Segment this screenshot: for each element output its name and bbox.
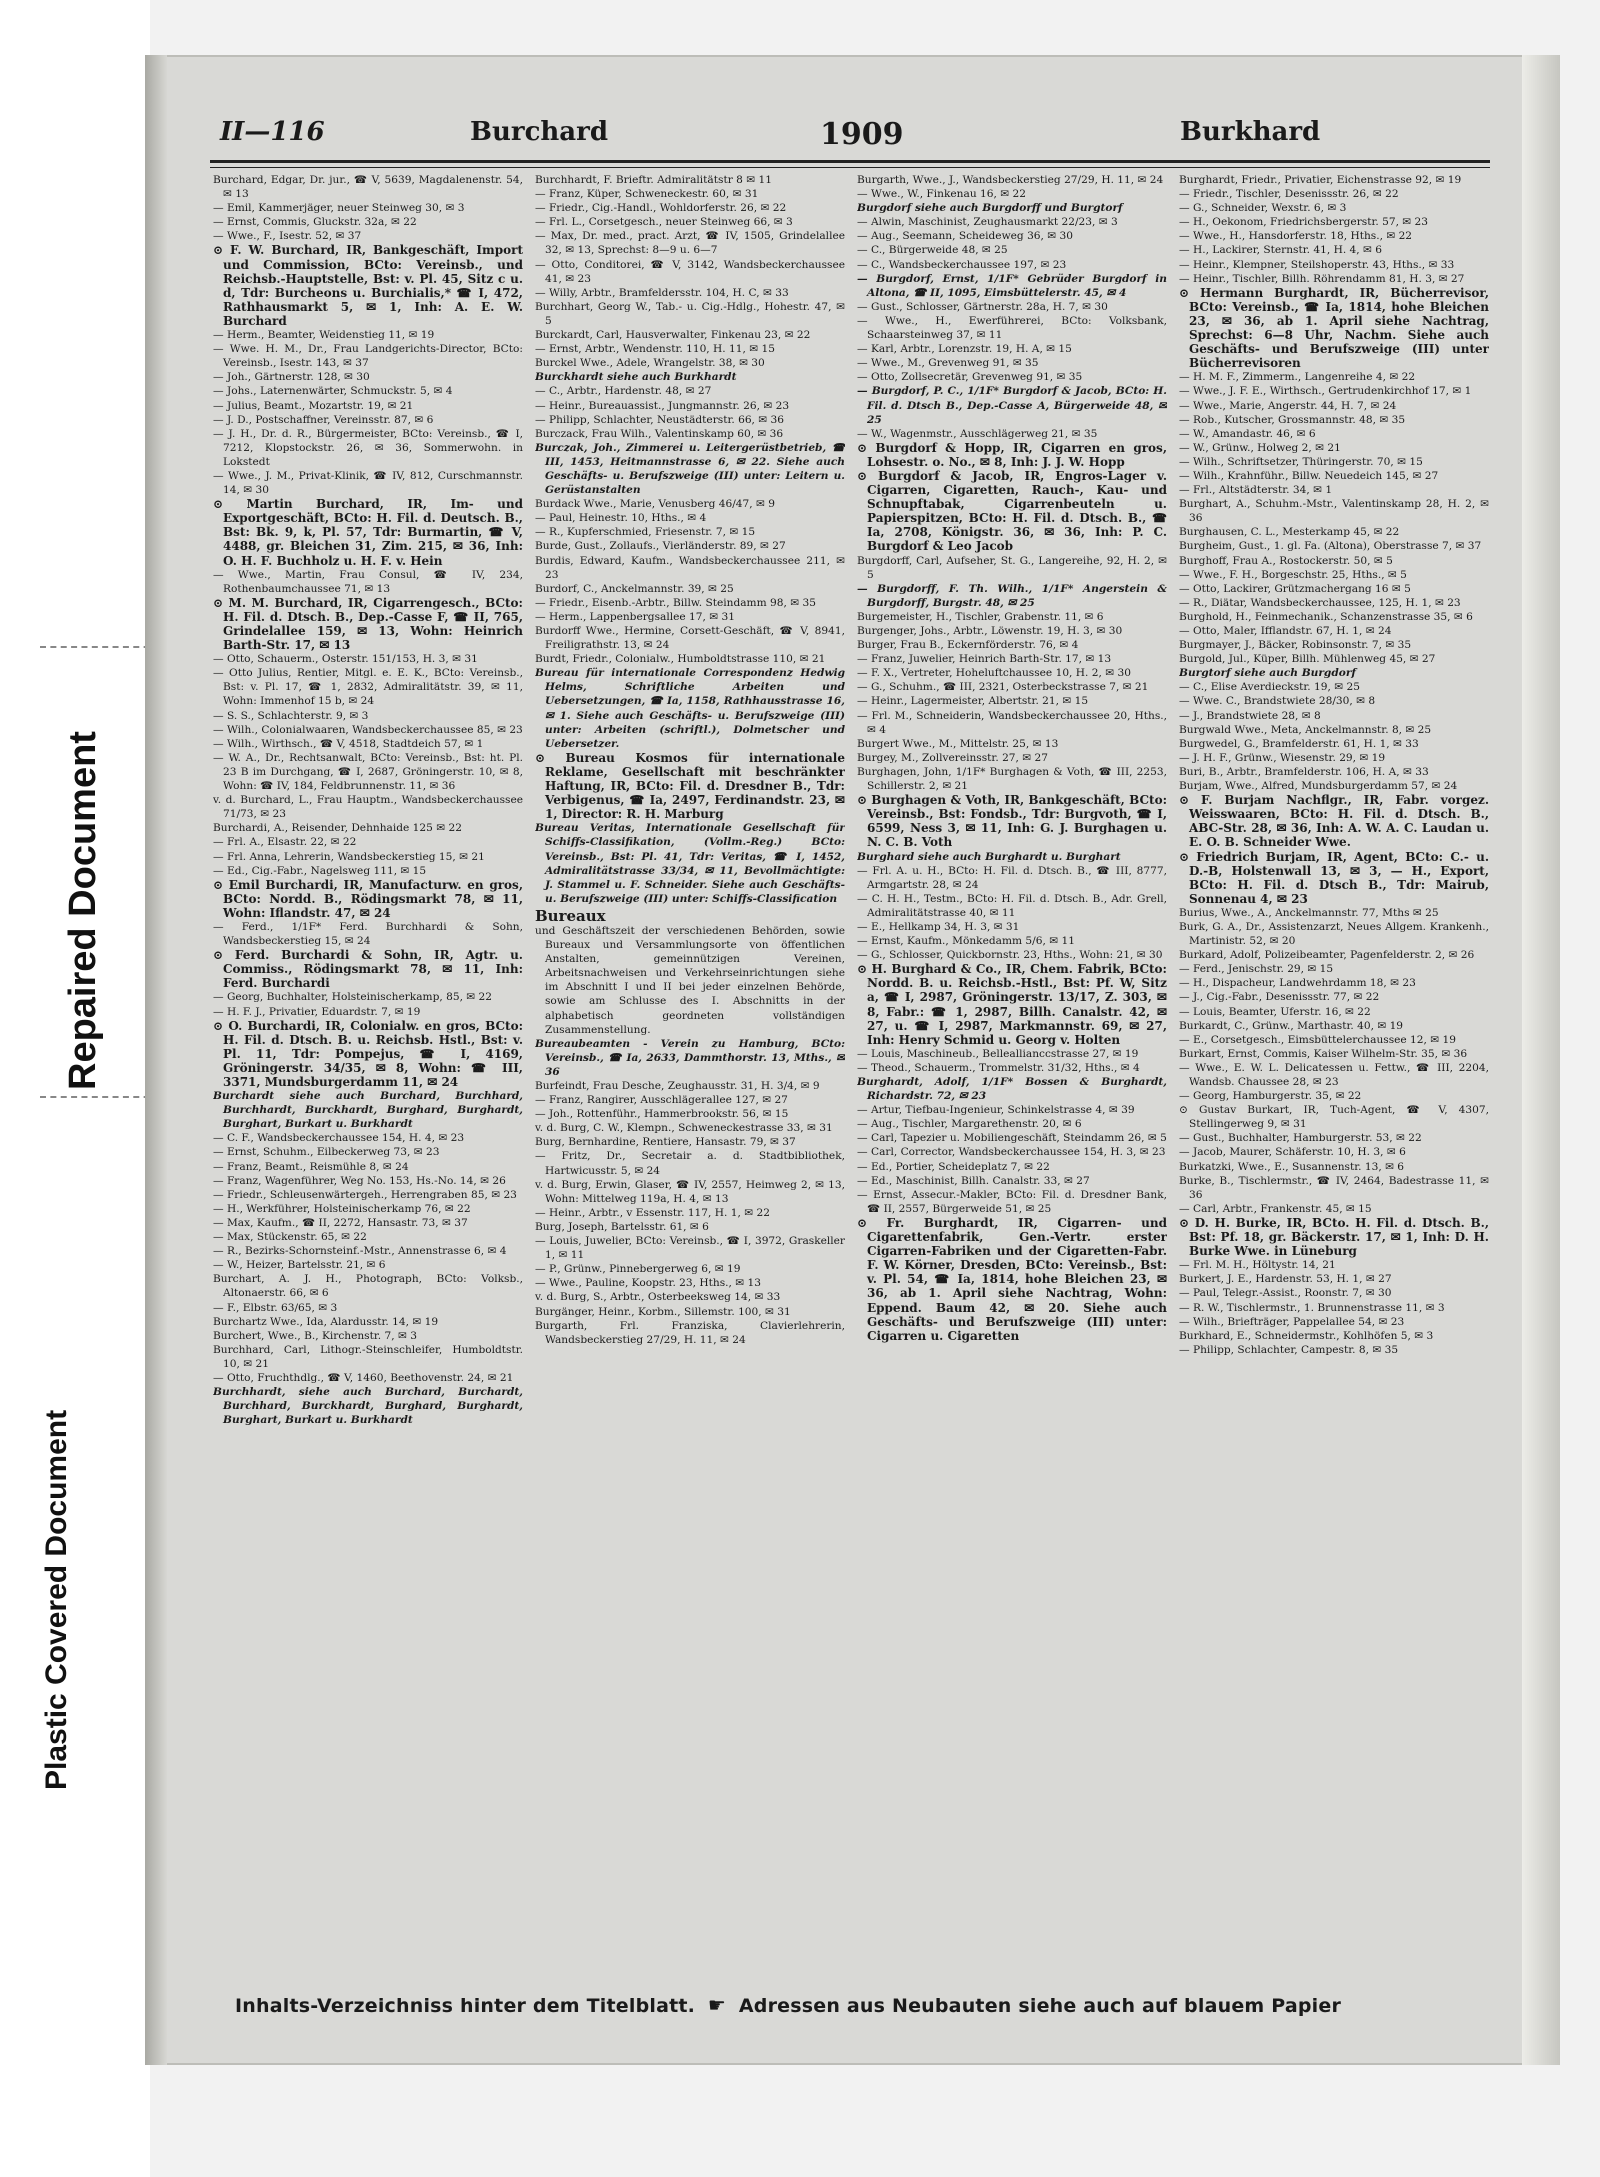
directory-entry: Burgmayer, J., Bäcker, Robinsonstr. 7, ✉ 35 bbox=[1179, 639, 1412, 652]
directory-entry: — G., Schlosser, Quickbornstr. 23, Hths., Wohn: 21, ✉ 30 bbox=[857, 949, 1163, 962]
directory-entry: ⊙ D. H. Burke, IR, BCto. H. Fil. d. Dtsch. B., Bst: Pf. 18, gr. Bäckerstr. 17, ✉ 1, Inh: D. H. Burke Wwe. in Lüneburg bbox=[1179, 1215, 1489, 1259]
directory-entry: Burgarth, Frl. Franziska, Clavierlehrerin, Wandsbeckerstieg 27/29, H. 11, ✉ 24 bbox=[535, 1319, 845, 1346]
directory-entry: — Louis, Juwelier, BCto: Vereinsb., ☎ I, 3972, Graskeller 1, ✉ 11 bbox=[535, 1235, 845, 1262]
directory-entry: — Johs., Laternenwärter, Schmuckstr. 5, ✉ 4 bbox=[213, 385, 453, 398]
directory-entry: — C., Arbtr., Hardenstr. 48, ✉ 27 bbox=[535, 385, 712, 398]
directory-entry: Burchardt siehe auch Burchard, Burchhard, Burchhardt, Burckhardt, Burghard, Burghardt, Burghart, Burkart u. Burkhardt bbox=[213, 1090, 523, 1131]
directory-entry: ⊙ Burgdorf & Jacob, IR, Engros-Lager v. Cigarren, Cigaretten, Rauch-, Kau- und Schnupftabak, Cigarrenbeuteln u. Papierspitzen, BCto: H. Fil. d. Dtsch. B., ☎ Ia, 2708, Königstr. 36, ✉ 36, Inh: P. C. Burgdorf & Leo Jacob bbox=[857, 468, 1167, 554]
directory-entry: — W., Heizer, Bartelsstr. 21, ✉ 6 bbox=[213, 1259, 386, 1272]
footer-index-note: Inhalts-Verzeichniss hinter dem Titelblatt. bbox=[235, 1995, 696, 2017]
directory-entry: ⊙ Bureau Kosmos für internationale Reklame, Gesellschaft mit beschränkter Haftung, IR, BCto: Fil. d. Dresdner B., Tdr: Verbigenus, ☎ Ia, 2497, Ferdinandstr. 23, ✉ 1, Director: R. H. Marburg bbox=[535, 750, 845, 822]
directory-entry: Burghagen, John, 1/1F* Burghagen & Voth, ☎ III, 2253, Schillerstr. 2, ✉ 21 bbox=[857, 765, 1167, 793]
directory-entry: Burjam, Wwe., Alfred, Mundsburgerdamm 57, ✉ 24 bbox=[1179, 780, 1458, 793]
directory-entry: — R., Diätar, Wandsbeckerchaussee, 125, H. 1, ✉ 23 bbox=[1179, 596, 1461, 609]
directory-entry: Burke, B., Tischlermstr., ☎ IV, 2464, Badestrasse 11, ✉ 36 bbox=[1179, 1174, 1489, 1201]
directory-entry: Burg, Joseph, Bartelsstr. 61, ✉ 6 bbox=[535, 1220, 709, 1233]
directory-entry: — Wwe. H. M., Dr., Frau Landgerichts-Director, BCto: Vereinsb., Isestr. 143, ✉ 37 bbox=[213, 343, 523, 370]
directory-entry: ⊙ Emil Burchardi, IR, Manufacturw. en gros, BCto: Nordd. B., Rödingsmarkt 78, ✉ 11, Wohn: Iflandstr. 47, ✉ 24 bbox=[213, 877, 523, 920]
directory-entry: — Wilh., Schriftsetzer, Thüringerstr. 70, ✉ 15 bbox=[1179, 455, 1423, 468]
directory-entry: — H., Dispacheur, Landwehrdamm 18, ✉ 23 bbox=[1179, 977, 1416, 990]
directory-entry: Burgwald Wwe., Meta, Anckelmannstr. 8, ✉ 25 bbox=[1179, 723, 1432, 736]
directory-entry: — Rob., Kutscher, Grossmannstr. 48, ✉ 35 bbox=[1179, 413, 1406, 426]
directory-entry: — Otto, Lackirer, Grützmachergang 16 ✉ 5 bbox=[1179, 582, 1411, 595]
directory-entry: — Carl, Tapezier u. Mobiliengeschäft, Steindamm 26, ✉ 5 bbox=[857, 1132, 1167, 1145]
directory-entry: — R., Kupferschmied, Friesenstr. 7, ✉ 15 bbox=[535, 526, 756, 539]
directory-entry: Burger, Frau B., Eckernförderstr. 76, ✉ 4 bbox=[857, 639, 1079, 652]
directory-entry: ⊙ Martin Burchard, IR, Im- und Exportgeschäft, BCto: H. Fil. d. Deutsch. B., Bst: Bk. 9, k, Pl. 57, Tdr: Burmartin, ☎ V, 4488, gr. Bleichen 31, Zim. 215, ✉ 36, Inh: O. H. F. Buchholz u. H. F. v. Hein bbox=[213, 497, 523, 568]
directory-entry: — Fritz, Dr., Secretair a. d. Stadtbibliothek, Hartwicusstr. 5, ✉ 24 bbox=[535, 1150, 845, 1177]
directory-entry: — Ernst, Commis, Gluckstr. 32a, ✉ 22 bbox=[213, 216, 417, 229]
directory-entry: — C. H. H., Testm., BCto: H. Fil. d. Dtsch. B., Adr. Grell, Admiralitätstrasse 40, ✉ 11 bbox=[857, 892, 1167, 919]
directory-entry: — W., Amandastr. 46, ✉ 6 bbox=[1179, 427, 1316, 440]
directory-entry: — Gust., Buchhalter, Hamburgerstr. 53, ✉ 22 bbox=[1179, 1132, 1422, 1145]
directory-entry: Burckhardt siehe auch Burkhardt bbox=[535, 371, 737, 384]
directory-entry: — J., Cig.-Fabr., Desenissstr. 77, ✉ 22 bbox=[1179, 991, 1380, 1004]
plastic-covered-label: Plastic Covered Document bbox=[40, 1409, 73, 1790]
directory-entry: Burczack, Frau Wilh., Valentinskamp 60, ✉ 36 bbox=[535, 427, 784, 440]
directory-entry: — Friedr., Tischler, Desenissstr. 26, ✉ 22 bbox=[1179, 188, 1399, 201]
directory-entry: — Wwe., Martin, Frau Consul, ☎ IV, 234, Rothenbaumchaussee 71, ✉ 13 bbox=[213, 568, 523, 595]
directory-entry: Burkert, J. E., Hardenstr. 53, H. 1, ✉ 27 bbox=[1179, 1273, 1392, 1286]
directory-entry: — Wwe., J. F. E., Wirthsch., Gertrudenkirchhof 17, ✉ 1 bbox=[1179, 385, 1472, 398]
directory-entry: — Wwe., Pauline, Koopstr. 23, Hths., ✉ 13 bbox=[535, 1277, 761, 1290]
directory-entry: — Theod., Schauerm., Trommelstr. 31/32, Hths., ✉ 4 bbox=[857, 1061, 1140, 1074]
directory-entry: — Ferd., Jenischstr. 29, ✉ 15 bbox=[1179, 963, 1334, 976]
directory-entry: Burchhardt, siehe auch Burchard, Burchardt, Burchhard, Burckhardt, Burghard, Burghardt, Burghart, Burkart u. Burkhardt bbox=[213, 1386, 523, 1427]
directory-entry: — Frl. M. H., Höltystr. 14, 21 bbox=[1179, 1259, 1336, 1272]
directory-entry: Burckel Wwe., Adele, Wrangelstr. 38, ✉ 30 bbox=[535, 357, 765, 370]
directory-entry: — Friedr., Schleusenwärtergeh., Herrengraben 85, ✉ 23 bbox=[213, 1188, 517, 1201]
directory-entry: Burczak, Joh., Zimmerei u. Leitergerüstbetrieb, ☎ III, 1453, Heitmannstrasse 6, ✉ 22. Siehe auch Geschäfts- u. Berufszweige (III) unter: Leitern u. Gerüstanstalten bbox=[535, 441, 845, 497]
directory-entry: — Heinr., Tischler, Billh. Röhrendamm 81, H. 3, ✉ 27 bbox=[1179, 272, 1465, 285]
directory-entry: Burchard, Edgar, Dr. jur., ☎ V, 5639, Magdalenenstr. 54, ✉ 13 bbox=[213, 174, 523, 201]
directory-entry: — R., Bezirks-Schornsteinf.-Mstr., Annenstrasse 6, ✉ 4 bbox=[213, 1245, 507, 1258]
cut-mark-bottom bbox=[40, 1096, 160, 1098]
directory-entry: — Ed., Cig.-Fabr., Nagelsweg 111, ✉ 15 bbox=[213, 864, 427, 877]
directory-entry: — Louis, Beamter, Uferstr. 16, ✉ 22 bbox=[1179, 1005, 1371, 1018]
directory-entry: — Burgdorf, P. C., 1/1F* Burgdorf & Jacob, BCto: H. Fil. d. Dtsch B., Dep.-Casse A, Bürgerweide 48, ✉ 25 bbox=[857, 385, 1167, 426]
directory-entry: — Wilh., Colonialwaaren, Wandsbeckerchaussee 85, ✉ 23 bbox=[213, 723, 523, 736]
directory-entry: Burkardt, C., Grünw., Marthastr. 40, ✉ 19 bbox=[1179, 1019, 1404, 1032]
directory-entry: Burgdorf siehe auch Burgdorff und Burgtorf bbox=[857, 202, 1123, 215]
directory-entry: — Aug., Seemann, Scheideweg 36, ✉ 30 bbox=[857, 230, 1074, 243]
directory-entry: Burchhart, Georg W., Tab.- u. Cig.-Hdlg., Hohestr. 47, ✉ 5 bbox=[535, 300, 845, 327]
directory-entry: Burkard, Adolf, Polizeibeamter, Pagenfelderstr. 2, ✉ 26 bbox=[1179, 949, 1475, 962]
directory-entry: — Max, Stückenstr. 65, ✉ 22 bbox=[213, 1231, 367, 1244]
directory-entry: — Wwe., H., Hansdorferstr. 18, Hths., ✉ 22 bbox=[1179, 230, 1413, 243]
directory-entry: — Georg, Hamburgerstr. 35, ✉ 22 bbox=[1179, 1090, 1362, 1103]
directory-entry: — Franz, Beamt., Reismühle 8, ✉ 24 bbox=[213, 1160, 409, 1173]
directory-entry: — S. S., Schlachterstr. 9, ✉ 3 bbox=[213, 709, 369, 722]
directory-entry: ⊙ Ferd. Burchardi & Sohn, IR, Agtr. u. Commiss., Rödingsmarkt 78, ✉ 11, Inh: Ferd. Burchardi bbox=[213, 948, 523, 991]
directory-entry: — Frl. A. u. H., BCto: H. Fil. d. Dtsch. B., ☎ III, 8777, Armgartstr. 28, ✉ 24 bbox=[857, 864, 1167, 891]
directory-entry: Burius, Wwe., A., Anckelmannstr. 77, Mths ✉ 25 bbox=[1179, 906, 1439, 919]
directory-entry: — Joh., Rottenführ., Hammerbrookstr. 56, ✉ 15 bbox=[535, 1108, 789, 1121]
directory-entry: — Friedr., Cig.-Handl., Wohldorferstr. 26, ✉ 22 bbox=[535, 202, 787, 215]
directory-entry: — C., Elise Averdieckstr. 19, ✉ 25 bbox=[1179, 681, 1360, 694]
directory-entry: — Gust., Schlosser, Gärtnerstr. 28a, H. 7, ✉ 30 bbox=[857, 300, 1108, 313]
directory-entry: v. d. Burchard, L., Frau Hauptm., Wandsbeckerchaussee 71/73, ✉ 23 bbox=[213, 794, 523, 821]
directory-entry: Burkart, Ernst, Commis, Kaiser Wilhelm-Str. 35, ✉ 36 bbox=[1179, 1047, 1468, 1060]
directory-entry: und Geschäftszeit der verschiedenen Behörden, sowie Bureaux und Versammlungsorte von öffentlichen Anstalten, gemeinnützigen Vereinen, Arbeitsnachweisen und Verkehrseinrichtungen siehe im Abschnitt I und II bei jeder einzelnen Behörde, sowie am Schlusse des I. Abschnitts in der alphabetisch geordneten vollständigen Zusammenstellung. bbox=[535, 924, 845, 1036]
directory-entry: — W., Wagenmstr., Ausschlägerweg 21, ✉ 35 bbox=[857, 427, 1098, 440]
directory-entry: Bureau für internationale Correspondenz Hedwig Helms, Schriftliche Arbeiten und Uebersetzungen, ☎ Ia, 1158, Rathhausstrasse 16, ✉ 1. Siehe auch Geschäfts- u. Berufszweige (III) unter: Arbeiten (schriftl.), Dolmetscher und Uebersetzer. bbox=[535, 667, 845, 750]
directory-entry: — Wilh., Briefträger, Pappelallee 54, ✉ 23 bbox=[1179, 1315, 1405, 1328]
header-rule bbox=[210, 160, 1490, 168]
directory-entry: v. d. Burg, S., Arbtr., Osterbeeksweg 14, ✉ 33 bbox=[535, 1291, 781, 1304]
directory-entry: Burfeindt, Frau Desche, Zeughausstr. 31, H. 3/4, ✉ 9 bbox=[535, 1080, 820, 1092]
directory-entry: — P., Grünw., Pinnebergerweg 6, ✉ 19 bbox=[535, 1263, 741, 1276]
directory-entry: — Wwe., F., Isestr. 52, ✉ 37 bbox=[213, 230, 362, 243]
directory-entry: — Max, Dr. med., pract. Arzt, ☎ IV, 1505, Grindelallee 32, ✉ 13, Sprechst: 8—9 u. 6—7 bbox=[535, 230, 845, 257]
directory-entry: — Herm., Lappenbergsallee 17, ✉ 31 bbox=[535, 610, 735, 623]
directory-entry: Burkatzki, Wwe., E., Susannenstr. 13, ✉ 6 bbox=[1179, 1160, 1405, 1173]
header-year: 1909 bbox=[820, 117, 904, 152]
directory-entry: Burdis, Edward, Kaufm., Wandsbeckerchaussee 211, ✉ 23 bbox=[535, 554, 845, 581]
directory-entry: Burghardt, Friedr., Privatier, Eichenstrasse 92, ✉ 19 bbox=[1179, 174, 1462, 186]
directory-entry: — Paul, Heinestr. 10, Hths., ✉ 4 bbox=[535, 512, 707, 525]
directory-entry: Bureaubeamten - Verein zu Hamburg, BCto: Vereinsb., ☎ Ia, 2633, Dammthorstr. 13, Mths., ✉ 36 bbox=[535, 1037, 845, 1078]
directory-entry: ⊙ Burghagen & Voth, IR, Bankgeschäft, BCto: Vereinsb., Bst: Fondsb., Tdr: Burgvoth, ☎ I, 6599, Ness 3, ✉ 11, Inh: G. J. Burghagen u. N. C. B. Voth bbox=[857, 793, 1167, 850]
directory-entry: — Franz, Juwelier, Heinrich Barth-Str. 17, ✉ 13 bbox=[857, 653, 1112, 666]
directory-entry: Burghardt, Adolf, 1/1F* Bossen & Burghardt, Richardstr. 72, ✉ 23 bbox=[857, 1076, 1167, 1103]
directory-entry: — Heinr., Klempner, Steilshoperstr. 43, Hths., ✉ 33 bbox=[1179, 258, 1455, 271]
directory-entry: — Wwe. C., Brandstwiete 28/30, ✉ 8 bbox=[1179, 695, 1376, 708]
directory-entry: — Wwe., Marie, Angerstr. 44, H. 7, ✉ 24 bbox=[1179, 399, 1397, 412]
directory-entry: — Frl. A., Elsastr. 22, ✉ 22 bbox=[213, 836, 357, 849]
directory-entry: Burghausen, C. L., Mesterkamp 45, ✉ 22 bbox=[1179, 526, 1400, 539]
page-footer bbox=[235, 1993, 1470, 2017]
directory-entry: — Frl., Altstädterstr. 34, ✉ 1 bbox=[1179, 484, 1333, 497]
directory-entry: — J. H., Dr. d. R., Bürgermeister, BCto: Vereinsb., ☎ I, 7212, Klopstockstr. 26, ✉ 36, Sommerwohn. in Lokstedt bbox=[213, 427, 523, 468]
directory-entry: Burgdorff, Carl, Aufseher, St. G., Langereihe, 92, H. 2, ✉ 5 bbox=[857, 554, 1167, 581]
directory-entry: ⊙ Fr. Burghardt, IR, Cigarren- und Cigarettenfabrik, Gen.-Vertr. erster Cigarren-Fabriken und der Cigaretten-Fabr. F. W. Körner, Dresden, BCto: Vereinsb., Bst: v. Pl. 54, ☎ Ia, 1814, hohe Bleichen 23, ✉ 36, ab 1. April siehe Nachtrag, Wohn: Eppend. Baum 42, ✉ 20. Siehe auch Geschäfts- und Berufszweige (III) unter: Cigarren u. Cigaretten bbox=[857, 1215, 1167, 1343]
directory-entry: — Carl, Arbtr., Frankenstr. 45, ✉ 15 bbox=[1179, 1202, 1372, 1215]
directory-entry: — Philipp, Schlachter, Neustädterstr. 66, ✉ 36 bbox=[535, 413, 785, 426]
directory-entry: — H. M. F., Zimmerm., Langenreihe 4, ✉ 22 bbox=[1179, 371, 1416, 384]
directory-entry: — Ernst, Kaufm., Mönkedamm 5/6, ✉ 11 bbox=[857, 935, 1075, 948]
directory-entry: ⊙ Hermann Burghardt, IR, Bücherrevisor, BCto: Vereinsb., ☎ Ia, 1814, hohe Bleichen 23, ✉ 36, ab 1. April siehe Nachtrag, Sprechst: 6—8 Uhr, Nachm. Siehe auch Geschäfts- und Berufszweige (III) unter Bücherrevisoren bbox=[1179, 285, 1489, 371]
page-header bbox=[220, 117, 1485, 157]
directory-entry: ⊙ Burgdorf & Hopp, IR, Cigarren en gros, Lohsestr. o. No., ✉ 8, Inh: J. J. W. Hopp bbox=[857, 440, 1167, 469]
directory-entry: Buri, B., Arbtr., Bramfelderstr. 106, H. A, ✉ 33 bbox=[1179, 765, 1429, 778]
directory-entry: — Carl, Corrector, Wandsbeckerchaussee 154, H. 3, ✉ 23 bbox=[857, 1146, 1166, 1159]
directory-entry: Burchhardt, F. Brieftr. Admiralitätstr 8 ✉ 11 bbox=[535, 174, 772, 186]
directory-entry: Burgarth, Wwe., J., Wandsbeckerstieg 27/29, H. 11, ✉ 24 bbox=[857, 174, 1164, 186]
directory-entry: Burghard siehe auch Burghardt u. Burghart bbox=[857, 850, 1121, 863]
directory-entry: Burdorf, C., Anckelmannstr. 39, ✉ 25 bbox=[535, 582, 734, 595]
directory-entry: — Max, Kaufm., ☎ II, 2272, Hansastr. 73, ✉ 37 bbox=[213, 1216, 468, 1229]
directory-entry: — H., Oekonom, Friedrichsbergerstr. 57, ✉ 23 bbox=[1179, 216, 1429, 229]
directory-entry: Burchhard, Carl, Lithogr.-Steinschleifer, Humboldtstr. 10, ✉ 21 bbox=[213, 1343, 523, 1370]
directory-entry: Burchart, A. J. H., Photograph, BCto: Volksb., Altonaerstr. 66, ✉ 6 bbox=[213, 1273, 523, 1300]
directory-entry: Burdt, Friedr., Colonialw., Humboldtstrasse 110, ✉ 21 bbox=[535, 653, 826, 666]
directory-entry: Burghold, H., Feinmechanik., Schanzenstrasse 35, ✉ 6 bbox=[1179, 610, 1473, 623]
directory-entry: — C. F., Wandsbeckerchaussee 154, H. 4, ✉ 23 bbox=[213, 1132, 465, 1145]
directory-entry: — Burgdorff, F. Th. Wilh., 1/1F* Angerstein & Burgdorff, Burgstr. 48, ✉ 25 bbox=[857, 582, 1167, 609]
side-gutter bbox=[0, 0, 150, 2177]
directory-entry: — E., Corsetgesch., Eimsbüttelerchaussee 12, ✉ 19 bbox=[1179, 1033, 1456, 1046]
directory-entry: — H. F. J., Privatier, Eduardstr. 7, ✉ 19 bbox=[213, 1005, 421, 1018]
repaired-document-label: Repaired Document bbox=[62, 731, 104, 1090]
directory-entry: Burk, G. A., Dr., Assistenzarzt, Neues Allgem. Krankenh., Martinistr. 52, ✉ 20 bbox=[1179, 920, 1489, 948]
directory-entry: Burchardi, A., Reisender, Dehnhaide 125 ✉ 22 bbox=[213, 822, 462, 835]
directory-entry: — Ernst, Assecur.-Makler, BCto: Fil. d. Dresdner Bank, ☎ II, 2557, Bürgerweide 51, ✉ 25 bbox=[857, 1188, 1167, 1215]
directory-entry: — Joh., Gärtnerstr. 128, ✉ 30 bbox=[213, 371, 370, 384]
directory-entry: — Franz, Rangirer, Ausschlägerallee 127, ✉ 27 bbox=[535, 1094, 788, 1107]
directory-entry: Burchert, Wwe., B., Kirchenstr. 7, ✉ 3 bbox=[213, 1329, 417, 1342]
directory-entry: — Georg, Buchhalter, Holsteinischerkamp, 85, ✉ 22 bbox=[213, 991, 493, 1004]
directory-entry: — W. A., Dr., Rechtsanwalt, BCto: Vereinsb., Bst: ht. Pl. 23 B im Durchgang, ☎ I, 2687, Gröningerstr. 10, ✉ 8, Wohn: ☎ IV, 184, Feldbrunnenstr. 11, ✉ 36 bbox=[213, 751, 523, 793]
directory-entry: — Julius, Beamt., Mozartstr. 19, ✉ 21 bbox=[213, 399, 414, 412]
directory-entry: — Ferd., 1/1F* Ferd. Burchhardi & Sohn, Wandsbeckerstieg 15, ✉ 24 bbox=[213, 920, 523, 948]
directory-entry: ⊙ M. M. Burchard, IR, Cigarrengesch., BCto: H. Fil. d. Dtsch. B., Dep.-Casse F, ☎ II, 765, Grindelallee 159, ✉ 13, Wohn: Heinrich Barth-Str. 17, ✉ 13 bbox=[213, 595, 523, 653]
directory-entry: ⊙ Friedrich Burjam, IR, Agent, BCto: C.- u. D.-B, Holstenwall 13, ✉ 3, — H., Export, BCto: H. Fil. d. Dtsch B., Tdr: Mairub, Sonnenau 4, ✉ 23 bbox=[1179, 849, 1489, 906]
directory-entry: — Otto, Fruchthdlg., ☎ V, 1460, Beethovenstr. 24, ✉ 21 bbox=[213, 1371, 514, 1384]
directory-entry: ⊙ H. Burghard & Co., IR, Chem. Fabrik, BCto: Nordd. B. u. Reichsb.-Hstl., Bst: Pf. W, Sitz a, ☎ I, 2987, Gröningerstr. 13/17, Z. 303, ✉ 8, Fabr.: ☎ 1, 2987, Billh. Canalstr. 42, ✉ 27, u. ☎ I, 2987, Markmannstr. 69, ✉ 27, Inh: Henry Schmid u. Georg v. Holten bbox=[857, 962, 1167, 1047]
directory-entry: — F., Elbstr. 63/65, ✉ 3 bbox=[213, 1301, 338, 1314]
directory-entry: — Jacob, Maurer, Schäferstr. 10, H. 3, ✉ 6 bbox=[1179, 1146, 1406, 1159]
directory-entry: Burde, Gust., Zollaufs., Vierländerstr. 89, ✉ 27 bbox=[535, 540, 786, 553]
directory-entry: Bureaux bbox=[535, 906, 606, 925]
cut-mark-top bbox=[40, 646, 160, 648]
directory-entry: Burgheim, Gust., 1. gl. Fa. (Altona), Oberstrasse 7, ✉ 37 bbox=[1179, 540, 1482, 553]
directory-entry: — Franz, Küper, Schweneckestr. 60, ✉ 31 bbox=[535, 188, 759, 201]
directory-entry: v. d. Burg, Erwin, Glaser, ☎ IV, 2557, Heimweg 2, ✉ 13, Wohn: Mittelweg 119a, H. 4, ✉ 13 bbox=[535, 1178, 845, 1205]
directory-entry: — Otto, Conditorei, ☎ V, 3142, Wandsbeckerchaussee 41, ✉ 23 bbox=[535, 258, 845, 285]
directory-entry: — Burgdorf, Ernst, 1/1F* Gebrüder Burgdorf in Altona, ☎ II, 1095, Eimsbüttelerstr. 45, ✉ 4 bbox=[857, 272, 1167, 299]
directory-entry: — Otto, Schauerm., Osterstr. 151/153, H. 3, ✉ 31 bbox=[213, 653, 478, 666]
directory-entry: — Wwe., W., Finkenau 16, ✉ 22 bbox=[857, 188, 1026, 201]
directory-entry: Bureau Veritas, Internationale Gesellschaft für Schiffs-Classifikation, (Vollm.-Reg.) BCto: Vereinsb., Bst: Pl. 41, Tdr: Veritas, ☎ I, 1452, Admiralitätstrasse 33/34, ✉ 11, Bevollmächtigte: J. Stammel u. F. Schneider. Siehe auch Geschäfts- u. Berufszweige (III) unter: Schiffs-Classification bbox=[535, 822, 845, 905]
directory-entry: — Aug., Tischler, Margarethenstr. 20, ✉ 6 bbox=[857, 1118, 1082, 1131]
directory-entry: — Wilh., Wirthsch., ☎ V, 4518, Stadtdeich 57, ✉ 1 bbox=[213, 737, 484, 750]
directory-entry: — C., Bürgerweide 48, ✉ 25 bbox=[857, 244, 1008, 257]
directory-entry: Burgtorf siehe auch Burgdorf bbox=[1179, 667, 1356, 680]
directory-entry: ⊙ F. Burjam Nachflgr., IR, Fabr. vorgez. Weisswaaren, BCto: H. Fil. d. Dtsch. B., ABC-Str. 28, ✉ 36, Inh: A. W. A. C. Laudan u. E. O. B. Schneider Wwe. bbox=[1179, 793, 1489, 850]
directory-entry: — Wwe., F. H., Borgeschstr. 25, Hths., ✉ 5 bbox=[1179, 568, 1407, 581]
page-edge-right bbox=[1522, 55, 1560, 2065]
directory-entry: — Karl, Arbtr., Lorenzstr. 19, H. A, ✉ 15 bbox=[857, 343, 1072, 356]
directory-entry: — Ernst, Schuhm., Eilbeckerweg 73, ✉ 23 bbox=[213, 1146, 440, 1159]
directory-entry: — Philipp, Schlachter, Campestr. 8, ✉ 35 bbox=[1179, 1343, 1399, 1356]
directory-column-3 bbox=[857, 173, 1167, 1983]
directory-entry: Burgold, Jul., Küper, Billh. Mühlenweg 45, ✉ 27 bbox=[1179, 653, 1436, 666]
directory-entry: — H., Lackirer, Sternstr. 41, H. 4, ✉ 6 bbox=[1179, 244, 1383, 257]
directory-column-1 bbox=[213, 173, 523, 1983]
scanned-page bbox=[145, 55, 1560, 2065]
directory-entry: — Otto Julius, Rentier, Mitgl. e. E. K., BCto: Vereinsb., Bst: v. Pl. 17, ☎ 1, 2832, Admiralitätstr. 39, ✉ 11, Wohn: Immenhof 15 b, ✉ 24 bbox=[213, 667, 523, 708]
directory-entry: — Ernst, Arbtr., Wendenstr. 110, H. 11, ✉ 15 bbox=[535, 343, 775, 356]
directory-entry: Burchartz Wwe., Ida, Alardusstr. 14, ✉ 19 bbox=[213, 1315, 439, 1328]
directory-entry: — Willy, Arbtr., Bramfeldersstr. 104, H. C, ✉ 33 bbox=[535, 286, 789, 299]
directory-entry: Burghoff, Frau A., Rostockerstr. 50, ✉ 5 bbox=[1179, 554, 1393, 567]
directory-entry: — Wwe., J. M., Privat-Klinik, ☎ IV, 812, Curschmannstr. 14, ✉ 30 bbox=[213, 469, 523, 497]
directory-entry: — J. D., Postschaffner, Vereinsstr. 87, ✉ 6 bbox=[213, 413, 434, 426]
directory-entry: — Heinr., Lagermeister, Albertstr. 21, ✉ 15 bbox=[857, 695, 1089, 708]
directory-entry: ⊙ O. Burchardi, IR, Colonialw. en gros, BCto: H. Fil. d. Dtsch. B. u. Reichsb. Hstl., Bst: v. Pl. 11, Tdr: Pompejus, ☎ I, 4169, Gröningerstr. 34/35, ✉ 8, Wohn: ☎ III, 3371, Mundsburgerdamm 11, ✉ 24 bbox=[213, 1018, 523, 1089]
directory-entry: — W., Grünw., Holweg 2, ✉ 21 bbox=[1179, 441, 1341, 454]
directory-entry: v. d. Burg, C. W., Klempn., Schweneckestrasse 33, ✉ 31 bbox=[535, 1122, 833, 1135]
directory-entry: — Artur, Tiefbau-Ingenieur, Schinkelstrasse 4, ✉ 39 bbox=[857, 1104, 1135, 1117]
directory-entry: — Heinr., Arbtr., v Essenstr. 117, H. 1, ✉ 22 bbox=[535, 1206, 770, 1219]
directory-entry: — E., Hellkamp 34, H. 3, ✉ 31 bbox=[857, 920, 1020, 933]
directory-entry: — Wilh., Krahnführ., Billw. Neuedeich 145, ✉ 27 bbox=[1179, 469, 1439, 482]
footer-new-buildings-note: Adressen aus Neubauten siehe auch auf blauem Papier bbox=[738, 1995, 1342, 2017]
directory-entry: — Herm., Beamter, Weidenstieg 11, ✉ 19 bbox=[213, 329, 435, 342]
directory-entry: Burg, Bernhardine, Rentiere, Hansastr. 79, ✉ 37 bbox=[535, 1136, 796, 1149]
page-number: II—116 bbox=[220, 117, 325, 147]
directory-entry: — Frl. Anna, Lehrerin, Wandsbeckerstieg 15, ✉ 21 bbox=[213, 850, 485, 863]
directory-entry: — Alwin, Maschinist, Zeughausmarkt 22/23, ✉ 3 bbox=[857, 216, 1118, 229]
directory-entry: — G., Schuhm., ☎ III, 2321, Osterbeckstrasse 7, ✉ 21 bbox=[857, 681, 1149, 694]
directory-entry: Burckardt, Carl, Hausverwalter, Finkenau 23, ✉ 22 bbox=[535, 329, 811, 342]
directory-entry: — Louis, Maschineub., Belleallianccstrasse 27, ✉ 19 bbox=[857, 1047, 1139, 1060]
directory-entry: — Wwe., H., Ewerführerei, BCto: Volksbank, Schaarsteinweg 37, ✉ 11 bbox=[857, 314, 1167, 342]
directory-entry: Burgenger, Johs., Arbtr., Löwenstr. 19, H. 3, ✉ 30 bbox=[857, 625, 1123, 637]
directory-entry: — Wwe., E. W. L. Delicatessen u. Fettw., ☎ III, 2204, Wandsb. Chaussee 28, ✉ 23 bbox=[1179, 1061, 1489, 1088]
directory-entry: Burgwedel, G., Bramfelderstr. 61, H. 1, ✉ 33 bbox=[1179, 737, 1419, 750]
directory-entry: — J., Brandstwiete 28, ✉ 8 bbox=[1179, 709, 1321, 722]
directory-entry: — Heinr., Bureauassist., Jungmannstr. 26, ✉ 23 bbox=[535, 399, 790, 412]
directory-entry: — Frl. M., Schneiderin, Wandsbeckerchaussee 20, Hths., ✉ 4 bbox=[857, 709, 1167, 736]
directory-entry: — Frl. L., Corsetgesch., neuer Steinweg 66, ✉ 3 bbox=[535, 216, 793, 229]
directory-entry: Burgey, M., Zollvereinsstr. 27, ✉ 27 bbox=[857, 751, 1049, 764]
directory-entry: ⊙ F. W. Burchard, IR, Bankgeschäft, Import und Commission, BCto: Vereinsb., und Reichsb.-Hauptstelle, Bst: v. Pl. 45, Sitz c u. d, Tdr: Burcheons u. Burchialis,* ☎ I, 472, Rathhausmarkt 5, ✉ 1, Inh: A. E. W. Burchard bbox=[213, 243, 523, 328]
directory-entry: Burgemeister, H., Tischler, Grabenstr. 11, ✉ 6 bbox=[857, 610, 1104, 623]
directory-entry: Burgänger, Heinr., Korbm., Sillemstr. 100, ✉ 31 bbox=[535, 1305, 791, 1318]
directory-entry: — R. W., Tischlermstr., 1. Brunnenstrasse 11, ✉ 3 bbox=[1179, 1301, 1445, 1314]
directory-entry: — Friedr., Eisenb.-Arbtr., Billw. Steindamm 98, ✉ 35 bbox=[535, 596, 816, 609]
directory-entry: ⊙ Gustav Burkart, IR, Tuch-Agent, ☎ V, 4307, Stellingerweg 9, ✉ 31 bbox=[1179, 1104, 1489, 1131]
directory-entry: Burghart, A., Schuhm.-Mstr., Valentinskamp 28, H. 2, ✉ 36 bbox=[1179, 498, 1489, 525]
directory-column-2 bbox=[535, 173, 845, 1983]
directory-entry: — Ed., Maschinist, Billh. Canalstr. 33, ✉ 27 bbox=[857, 1174, 1090, 1187]
directory-entry: — H., Werkführer, Holsteinischerkamp 76, ✉ 22 bbox=[213, 1202, 471, 1215]
directory-entry: Burdack Wwe., Marie, Venusberg 46/47, ✉ 9 bbox=[535, 498, 775, 511]
directory-entry: — Ed., Portier, Scheideplatz 7, ✉ 22 bbox=[857, 1160, 1050, 1173]
directory-entry: — Wwe., M., Grevenweg 91, ✉ 35 bbox=[857, 357, 1039, 370]
directory-entry: — Emil, Kammerjäger, neuer Steinweg 30, ✉ 3 bbox=[213, 202, 465, 215]
directory-entry: Burkhard, E., Schneidermstr., Kohlhöfen 5, ✉ 3 bbox=[1179, 1329, 1434, 1342]
directory-entry: — Otto, Zollsecretär, Grevenweg 91, ✉ 35 bbox=[857, 371, 1083, 384]
directory-entry: — Paul, Telegr.-Assist., Roonstr. 7, ✉ 30 bbox=[1179, 1287, 1392, 1300]
directory-entry: — J. H. F., Grünw., Wiesenstr. 29, ✉ 19 bbox=[1179, 751, 1386, 764]
directory-column-4 bbox=[1179, 173, 1489, 1983]
directory-entry: — Otto, Maler, Ifflandstr. 67, H. 1, ✉ 24 bbox=[1179, 625, 1392, 637]
page-edge-left bbox=[145, 55, 167, 2065]
directory-entry: Burdorff Wwe., Hermine, Corsett-Geschäft, ☎ V, 8941, Freiligrathstr. 13, ✉ 24 bbox=[535, 625, 845, 652]
directory-entry: — C., Wandsbeckerchaussee 197, ✉ 23 bbox=[857, 258, 1067, 271]
pointing-hand-icon: ☛ bbox=[707, 1993, 727, 2017]
directory-entry: — Franz, Wagenführer, Weg No. 153, Hs.-No. 14, ✉ 26 bbox=[213, 1174, 506, 1187]
header-last-name: Burkhard bbox=[1180, 117, 1321, 147]
directory-entry: — G., Schneider, Wexstr. 6, ✉ 3 bbox=[1179, 202, 1347, 215]
directory-entry: Burgert Wwe., M., Mittelstr. 25, ✉ 13 bbox=[857, 737, 1059, 750]
directory-columns bbox=[213, 173, 1498, 1983]
directory-entry: — F. X., Vertreter, Hoheluftchaussee 10, H. 2, ✉ 30 bbox=[857, 667, 1131, 680]
header-first-name: Burchard bbox=[470, 117, 609, 147]
